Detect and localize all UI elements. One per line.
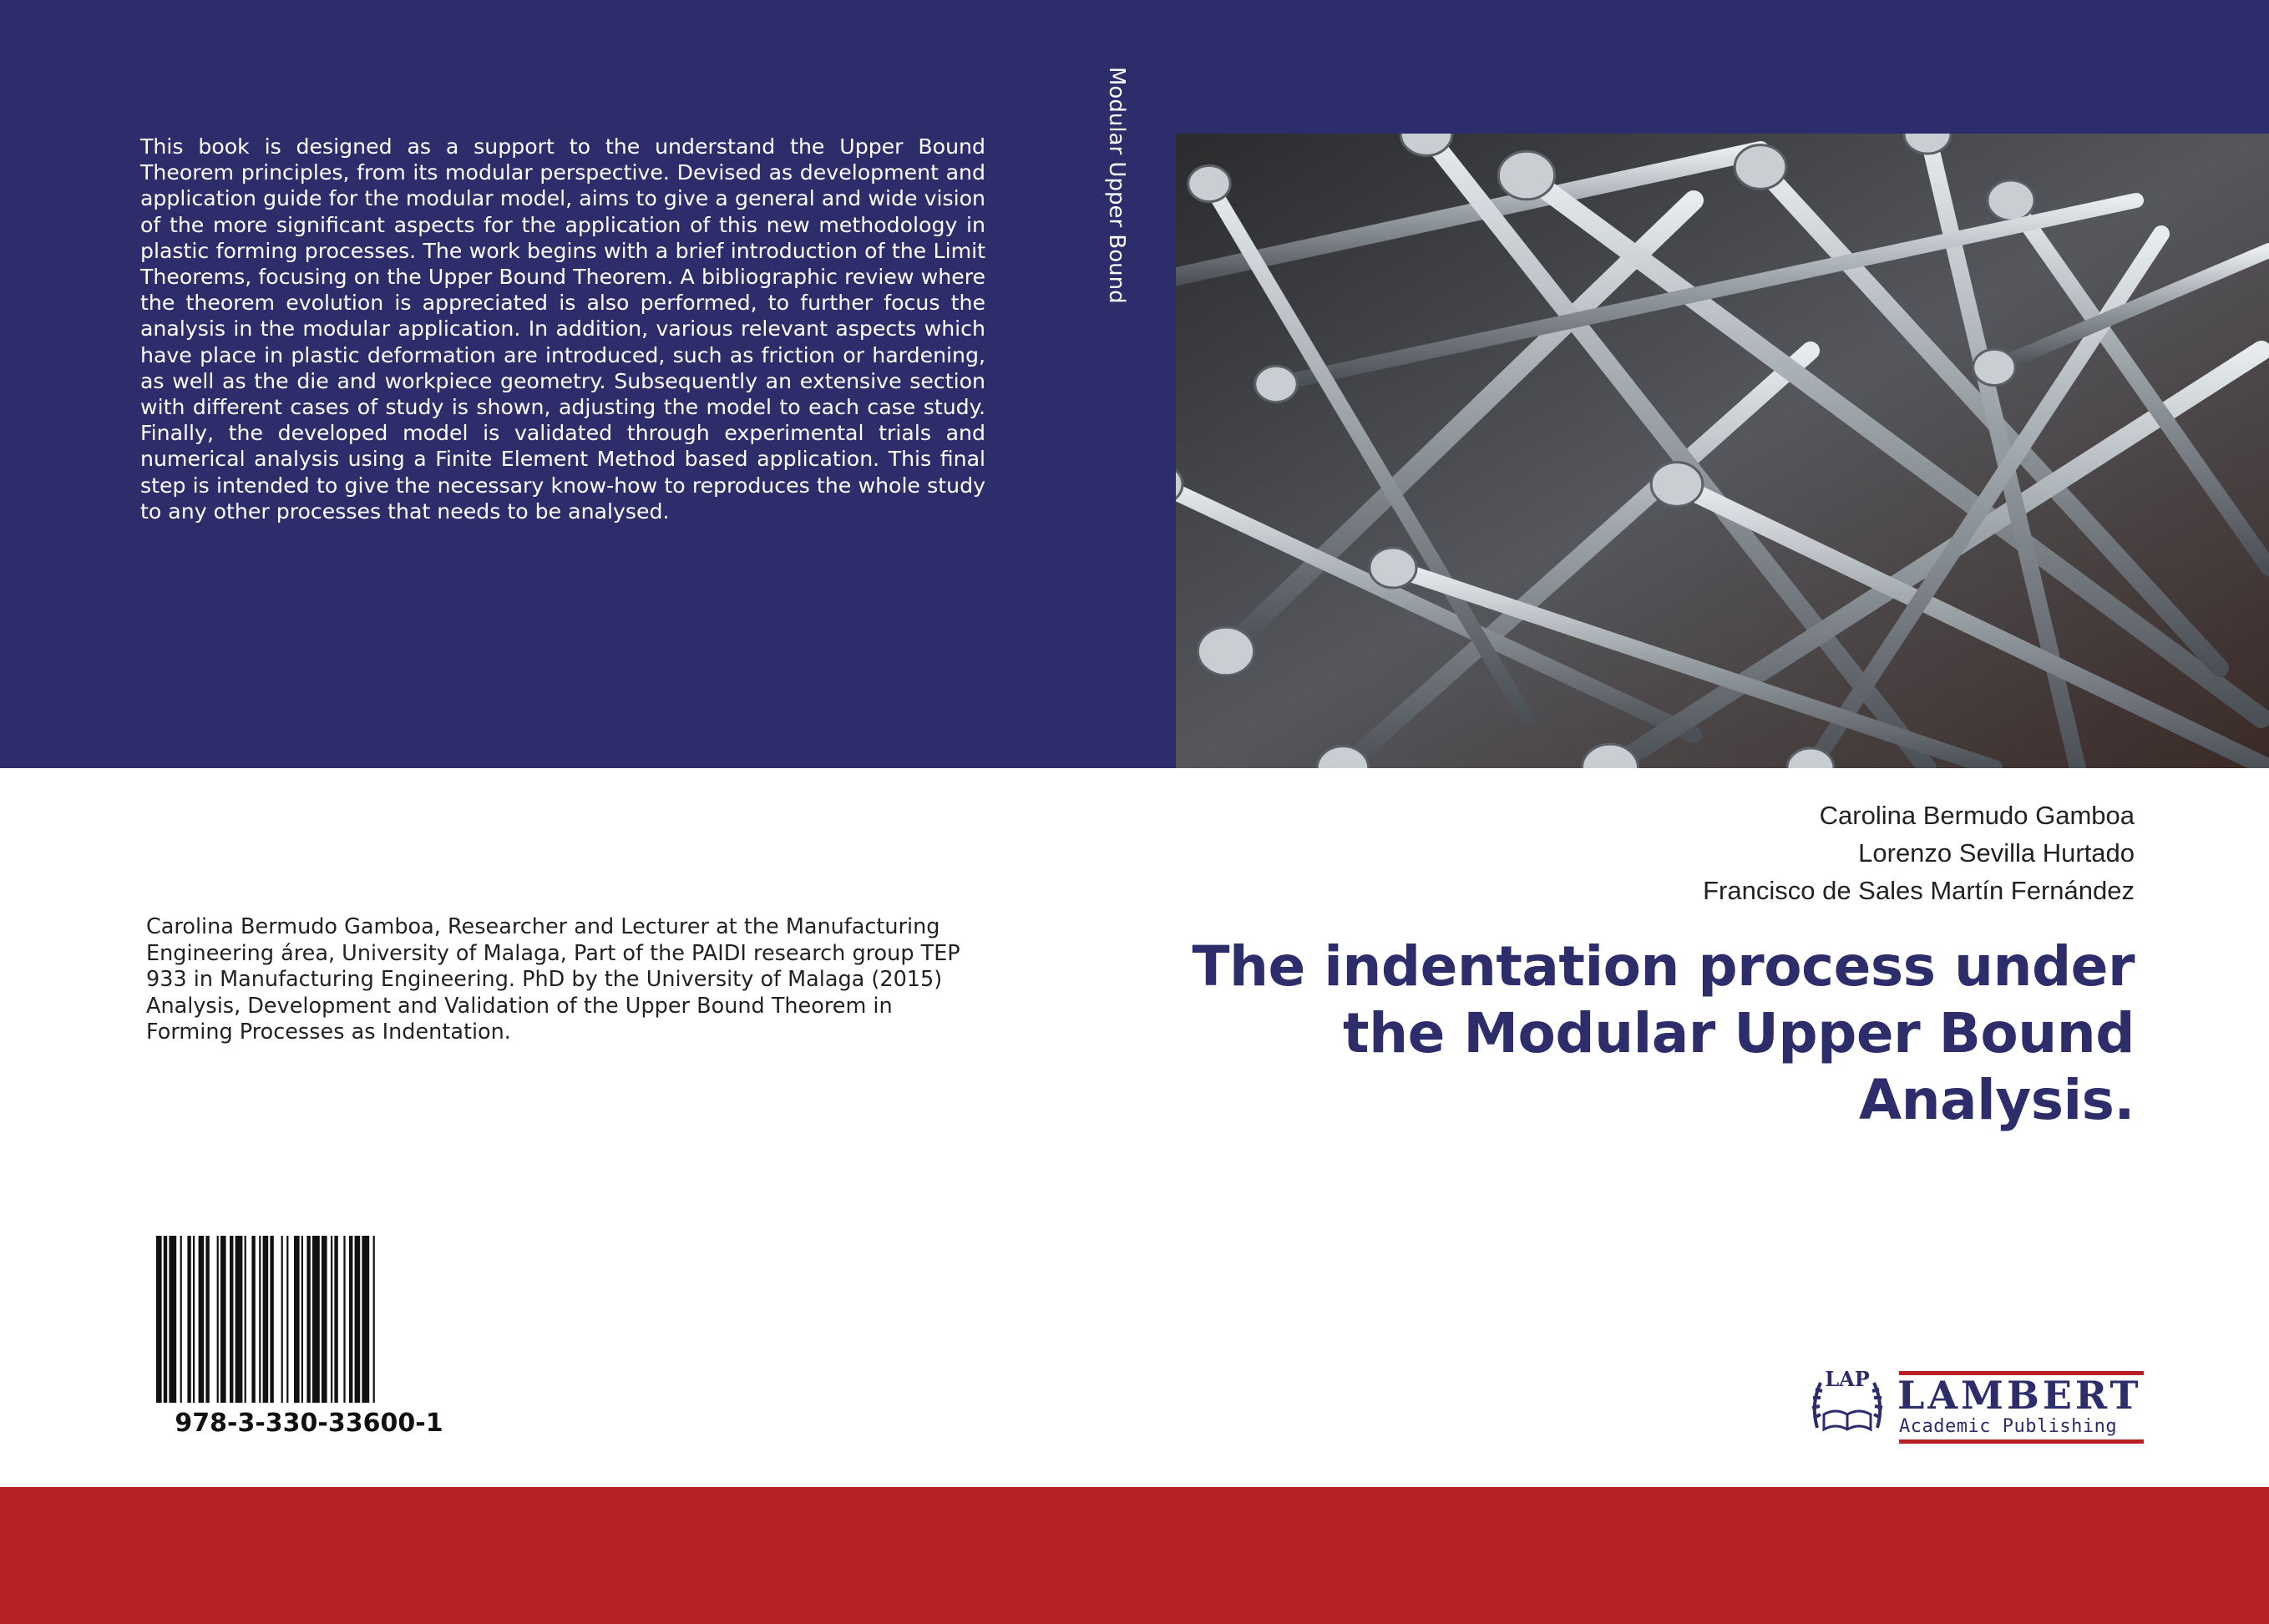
nail-head [1498,151,1554,200]
barcode-bar [286,1236,288,1403]
barcode-bar [263,1236,269,1403]
barcode-bar [205,1236,209,1403]
author-name-3: Francisco de Sales Martín Fernández [1703,876,2135,905]
author-bio: Carolina Bermudo Gamboa, Researcher and Lecturer at the Manufacturing Engineering área, University of Malaga, Part of the PAIDI research group TEP 933 in Manufacturing Engineering. PhD by the University of Malaga (2015) Analysis, Development and Validation of the Upper Bound Theorem in Forming Processes as Indentation. [146,914,960,1045]
author-name-2: Lorenzo Sevilla Hurtado [1858,838,2135,868]
barcode-bar [230,1236,233,1403]
barcode [154,1236,463,1403]
publisher-name: LAMBERT [1897,1373,2142,1418]
barcode-bar [169,1236,176,1403]
barcode-bar [355,1236,361,1403]
barcode-bar [245,1236,246,1403]
barcode-bar [281,1236,283,1403]
barcode-bar [164,1236,167,1403]
nail-head [1735,145,1786,190]
barcode-bar [334,1236,337,1403]
barcode-bar [362,1236,369,1403]
publisher-subtitle: Academic Publishing [1899,1416,2118,1437]
barcode-bar [187,1236,190,1403]
barcode-bar [349,1236,352,1403]
barcode-bar [312,1236,320,1403]
barcode-bar [294,1236,300,1403]
nail-head [1651,463,1703,507]
barcode-bar [331,1236,332,1403]
barcode-bar [156,1236,162,1403]
barcode-bar [199,1236,205,1403]
publisher-emblem-text: LAP [1825,1367,1870,1391]
barcode-bar [373,1236,375,1403]
barcode-bar [301,1236,303,1403]
barcode-bar [343,1236,345,1403]
barcode-bar [236,1236,243,1403]
nail-head [1255,366,1297,402]
barcode-bar [217,1236,219,1403]
publisher-rule-bottom [1899,1439,2144,1444]
barcode-bar [251,1236,255,1403]
book-title: The indentation process under the Modular Upper Bound Analysis. [1192,934,2135,1132]
barcode-bar [322,1236,327,1403]
nail-head [1370,548,1416,588]
publisher-emblem-icon [1802,1363,1892,1446]
nail-head [1988,180,2034,220]
back-cover-blurb: This book is designed as a support to the understand the Upper Bound Theorem principles, from its modular perspective. Devised as development and application guide for the modular model, aims to give a general and wide vision of the more significant aspects for the application of this new methodology in plastic forming processes. The work begins with a brief introduction of the Limit Theorems, focusing on the Upper Bound Theorem. A bibliographic review where the theorem evolution is appreciated is also performed, to further focus the analysis in the modular application. In addition, various relevant aspects which have place in plastic deformation are introduced, such as friction or hardening, as well as the die and workpiece geometry. Subsequently an extensive section with different cases of study is shown, adjusting the model to each case study. Finally, the developed model is validated through experimental trials and numerical analysis using a Finite Element Method based application. This final step is intended to give the necessary know-how to reproduces the whole study to any other processes that needs to be analysed. [140,134,985,524]
nail-head [1188,165,1230,201]
barcode-bar [180,1236,182,1403]
barcode-bar [306,1236,310,1403]
cover-photo [1176,134,2269,768]
nails-illustration [1176,134,2269,768]
barcode-bar [193,1236,195,1403]
barcode-bar [270,1236,273,1403]
publisher-logo [1802,1363,2146,1446]
nail-head [1973,349,2015,385]
author-list [1383,797,2135,909]
nail-head [1198,627,1254,675]
isbn-number: 978-3-330-33600-1 [175,1409,443,1438]
barcode-bar [220,1236,226,1403]
author-name-1: Carolina Bermudo Gamboa [1819,801,2135,830]
bottom-band [0,1487,2269,1624]
barcode-bar [259,1236,261,1403]
spine-title: Modular Upper Bound [1104,67,1129,304]
